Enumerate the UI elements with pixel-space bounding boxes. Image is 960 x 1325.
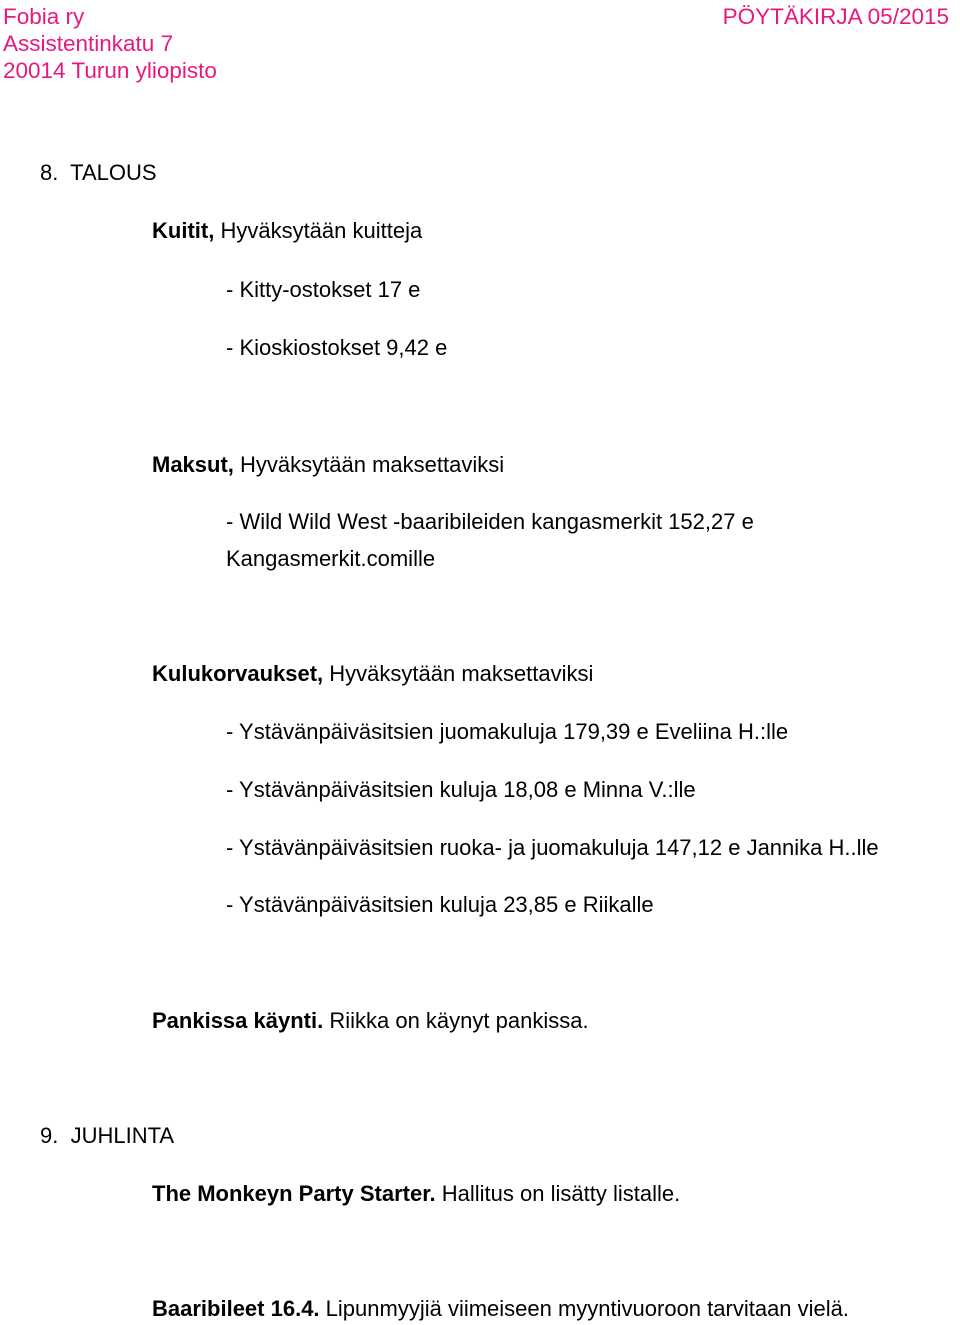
monkey-paragraph: [152, 1179, 680, 1209]
kuitit-text: Hyväksytään kuitteja: [214, 218, 423, 243]
monkey-label: The Monkeyn Party Starter.: [152, 1181, 436, 1206]
list-item: - Kitty-ostokset 17 e: [226, 277, 421, 302]
list-item: - Ystävänpäiväsitsien kuluja 23,85 e Riikalle: [226, 892, 654, 917]
letterhead-right: [723, 3, 949, 30]
letterhead-left: [3, 3, 217, 84]
list-item: - Wild Wild West -baaribileiden kangasmerkit 152,27 e: [226, 509, 754, 534]
maksut-text: Hyväksytään maksettaviksi: [233, 452, 505, 477]
kulukorvaukset-text: Hyväksytään maksettaviksi: [323, 661, 594, 686]
list-item: Kangasmerkit.comille: [226, 546, 436, 571]
pankki-paragraph: [152, 1006, 589, 1036]
kuitit-paragraph: [152, 216, 422, 246]
list-item: - Ystävänpäiväsitsien ruoka- ja juomakuluja 147,12 e Jannika H..lle: [226, 835, 879, 860]
org-street: Assistentinkatu 7: [3, 31, 174, 56]
maksut-label: Maksut,: [152, 452, 234, 477]
baaribileet-text: Lipunmyyjiä viimeiseen myyntivuoroon tarvitaan vielä.: [319, 1296, 850, 1321]
maksut-paragraph: [152, 450, 504, 480]
list-item: - Ystävänpäiväsitsien juomakuluja 179,39 e Eveliina H.:lle: [226, 719, 789, 744]
section-heading-talous: 8. TALOUS: [40, 160, 157, 185]
kulukorvaukset-label: Kulukorvaukset,: [152, 661, 324, 686]
org-name: Fobia ry: [3, 4, 85, 29]
baaribileet-paragraph: [152, 1294, 849, 1324]
pankki-text: Riikka on käynyt pankissa.: [323, 1008, 589, 1033]
baaribileet-label: Baaribileet 16.4.: [152, 1296, 320, 1321]
kulukorvaukset-paragraph: [152, 659, 593, 689]
list-item: - Kioskiostokset 9,42 e: [226, 335, 448, 360]
document-id: PÖYTÄKIRJA 05/2015: [722, 4, 949, 29]
org-postal: 20014 Turun yliopisto: [3, 58, 217, 83]
kuitit-label: Kuitit,: [152, 218, 215, 243]
monkey-text: Hallitus on lisätty listalle.: [435, 1181, 681, 1206]
section-heading-juhlinta: 9. JUHLINTA: [40, 1123, 175, 1148]
list-item: - Ystävänpäiväsitsien kuluja 18,08 e Minna V.:lle: [226, 777, 696, 802]
pankki-label: Pankissa käynti.: [152, 1008, 324, 1033]
